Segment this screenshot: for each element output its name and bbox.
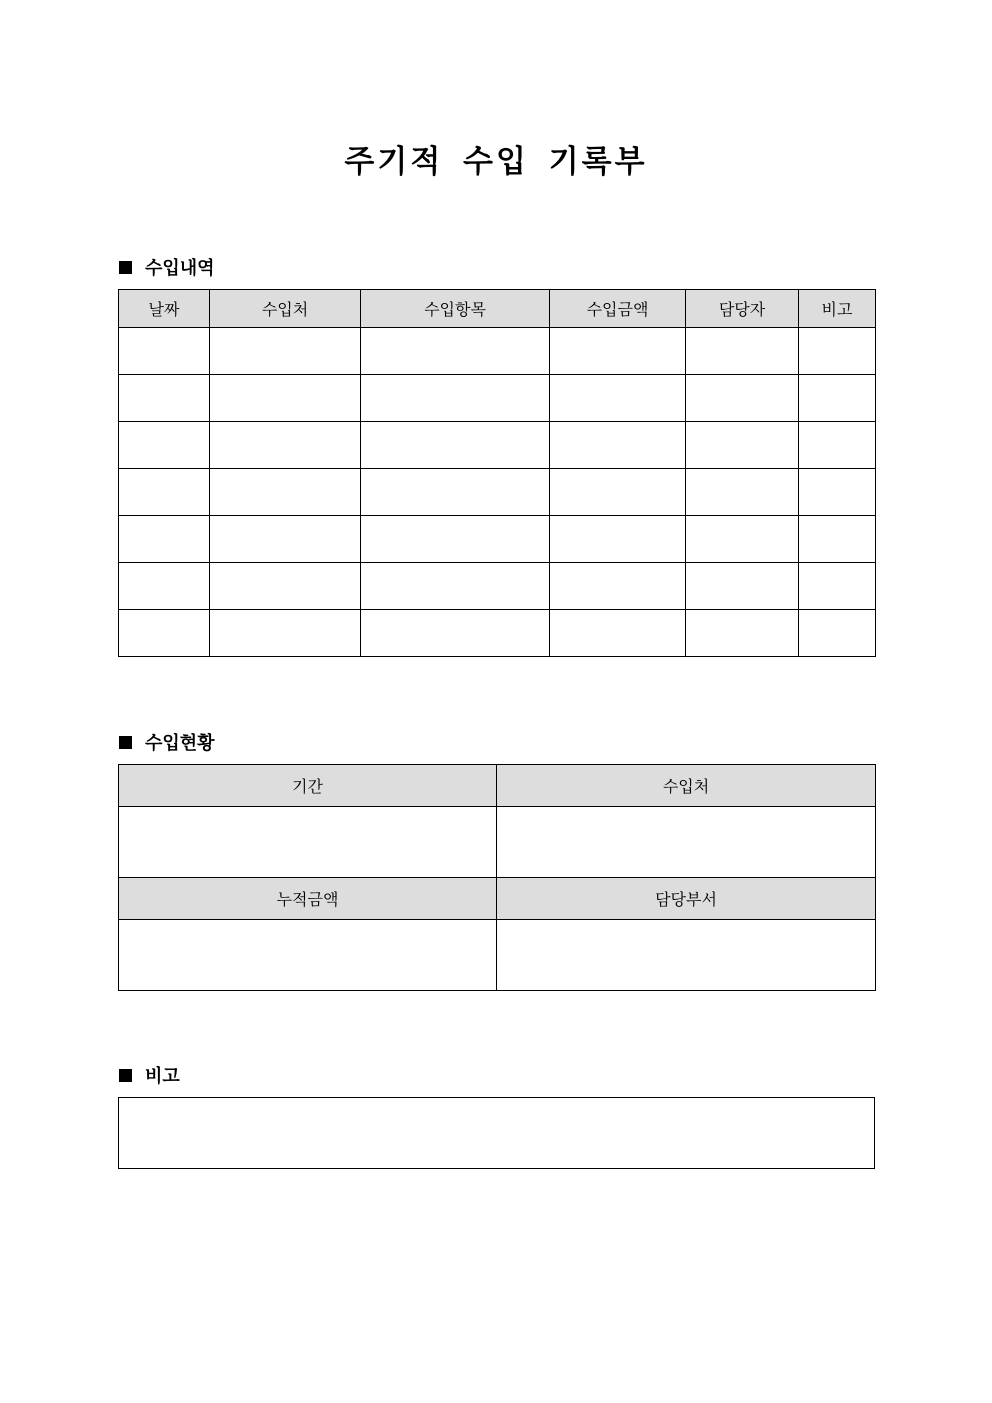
table-cell[interactable]: [686, 516, 799, 563]
remarks-field[interactable]: [118, 1097, 875, 1169]
table-cell[interactable]: [119, 516, 210, 563]
department-label: 담당부서: [497, 878, 876, 920]
cumulative-amount-label: 누적금액: [119, 878, 497, 920]
square-bullet-icon: [119, 261, 132, 274]
table-cell[interactable]: [799, 516, 876, 563]
table-cell[interactable]: [119, 563, 210, 610]
table-cell[interactable]: [210, 563, 361, 610]
column-header-amount: 수입금액: [550, 290, 686, 328]
income-section-heading: [119, 254, 215, 280]
status-section-heading: [119, 729, 215, 755]
table-row: [119, 422, 876, 469]
page-title: 주기적 수입 기록부: [344, 144, 648, 180]
table-header-row: [119, 290, 876, 328]
table-cell[interactable]: [686, 610, 799, 657]
table-cell[interactable]: [686, 469, 799, 516]
table-cell[interactable]: [361, 469, 550, 516]
table-row: [119, 375, 876, 422]
column-header-remarks: 비고: [799, 290, 876, 328]
table-cell[interactable]: [550, 375, 686, 422]
period-field[interactable]: [119, 807, 497, 878]
table-row: [119, 610, 876, 657]
table-cell[interactable]: [686, 563, 799, 610]
income-section-title: 수입내역: [145, 258, 215, 279]
table-cell[interactable]: [210, 422, 361, 469]
column-header-item: 수입항목: [361, 290, 550, 328]
table-cell[interactable]: [550, 610, 686, 657]
status-header-row: [119, 878, 876, 920]
square-bullet-icon: [119, 736, 132, 749]
table-row: [119, 469, 876, 516]
table-cell[interactable]: [210, 610, 361, 657]
status-header-row: [119, 765, 876, 807]
table-row: [119, 563, 876, 610]
cumulative-amount-field[interactable]: [119, 920, 497, 991]
table-cell[interactable]: [210, 375, 361, 422]
department-field[interactable]: [497, 920, 876, 991]
table-cell[interactable]: [799, 328, 876, 375]
table-cell[interactable]: [550, 563, 686, 610]
table-cell[interactable]: [119, 328, 210, 375]
square-bullet-icon: [119, 1069, 132, 1082]
table-cell[interactable]: [799, 469, 876, 516]
remarks-section-heading: [119, 1062, 180, 1088]
column-header-date: 날짜: [119, 290, 210, 328]
table-cell[interactable]: [361, 563, 550, 610]
table-cell[interactable]: [210, 469, 361, 516]
status-value-row: [119, 807, 876, 878]
table-cell[interactable]: [119, 375, 210, 422]
table-cell[interactable]: [799, 563, 876, 610]
table-cell[interactable]: [686, 422, 799, 469]
table-cell[interactable]: [550, 422, 686, 469]
table-cell[interactable]: [361, 328, 550, 375]
table-row: [119, 516, 876, 563]
table-cell[interactable]: [550, 516, 686, 563]
table-cell[interactable]: [119, 422, 210, 469]
table-cell[interactable]: [361, 422, 550, 469]
column-header-manager: 담당자: [686, 290, 799, 328]
source-field[interactable]: [497, 807, 876, 878]
table-cell[interactable]: [799, 422, 876, 469]
table-cell[interactable]: [361, 516, 550, 563]
table-cell[interactable]: [550, 328, 686, 375]
table-cell[interactable]: [119, 469, 210, 516]
table-cell[interactable]: [210, 516, 361, 563]
table-cell[interactable]: [361, 610, 550, 657]
table-row: [119, 328, 876, 375]
table-cell[interactable]: [361, 375, 550, 422]
status-section-title: 수입현황: [145, 733, 215, 754]
income-table: [118, 289, 876, 657]
table-cell[interactable]: [686, 375, 799, 422]
table-cell[interactable]: [686, 328, 799, 375]
table-cell[interactable]: [119, 610, 210, 657]
source-label: 수입처: [497, 765, 876, 807]
column-header-source: 수입처: [210, 290, 361, 328]
status-value-row: [119, 920, 876, 991]
period-label: 기간: [119, 765, 497, 807]
status-table: [118, 764, 876, 991]
remarks-section-title: 비고: [145, 1066, 180, 1087]
table-cell[interactable]: [550, 469, 686, 516]
table-cell[interactable]: [799, 610, 876, 657]
table-cell[interactable]: [210, 328, 361, 375]
table-cell[interactable]: [799, 375, 876, 422]
